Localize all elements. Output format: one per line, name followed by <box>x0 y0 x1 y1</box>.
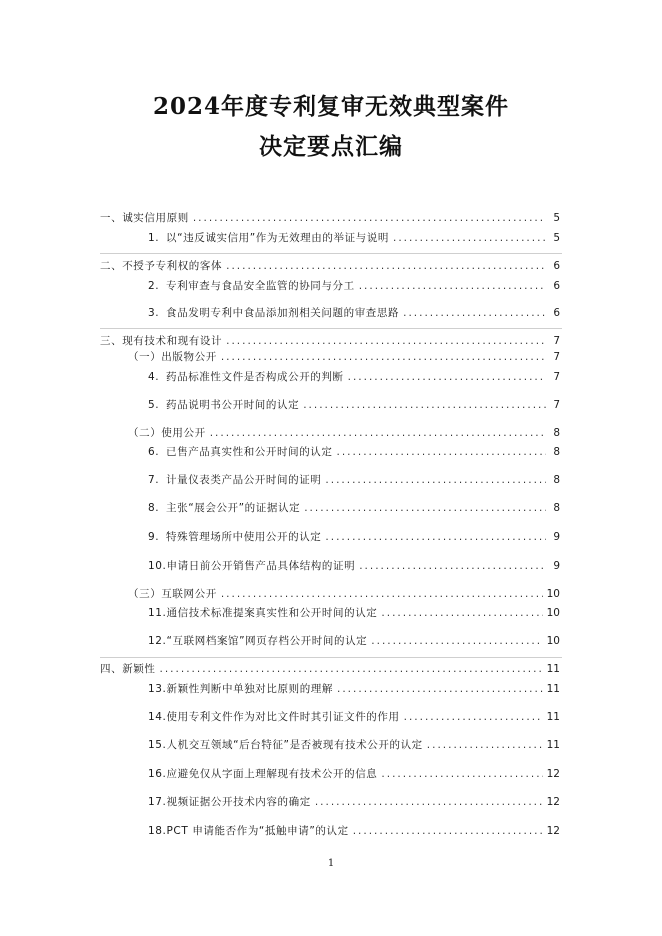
toc-page: 7 <box>553 335 560 347</box>
toc-label: 计量仪表类产品公开时间的证明 <box>166 474 322 486</box>
toc-subsection-1[interactable] <box>128 350 560 364</box>
toc-page: 12 <box>546 796 560 808</box>
toc-label: 以“违反诚实信用”作为无效理由的举证与说明 <box>166 232 389 244</box>
toc-label: 主张“展会公开”的证据认定 <box>166 502 301 514</box>
toc-label: （一）出版物公开 <box>128 351 217 363</box>
toc-entry-18[interactable] <box>148 824 560 838</box>
toc-subsection-2[interactable] <box>128 426 560 440</box>
toc-entry-number: 9. <box>148 531 160 543</box>
toc-entry-number: 4. <box>148 371 160 383</box>
page-number: 1 <box>327 858 335 869</box>
toc-label: （二）使用公开 <box>128 427 206 439</box>
toc-page: 6 <box>553 280 560 292</box>
toc-label: 食品发明专利中食品添加剂相关问题的审查思路 <box>166 307 400 319</box>
toc-label: 新颖性判断中单独对比原则的理解 <box>166 683 333 695</box>
toc-page: 11 <box>546 663 560 675</box>
toc-entry-7[interactable] <box>148 473 560 487</box>
toc-entry-16[interactable] <box>148 767 560 781</box>
toc-section-4[interactable] <box>100 662 560 676</box>
toc-entry-6[interactable] <box>148 445 560 459</box>
toc-leader <box>403 306 546 320</box>
toc-page: 8 <box>553 474 560 486</box>
toc-page: 5 <box>553 232 560 244</box>
toc-entry-number: 6. <box>148 446 160 458</box>
toc-label: 应避免仅从字面上理解现有技术公开的信息 <box>166 768 378 780</box>
toc-section-1[interactable] <box>100 211 560 225</box>
toc-entry-14[interactable] <box>148 710 560 724</box>
toc-page: 7 <box>553 399 560 411</box>
toc-leader <box>359 559 546 573</box>
toc-entry-9[interactable] <box>148 530 560 544</box>
toc-leader <box>303 398 546 412</box>
toc-leader <box>325 530 546 544</box>
toc-entry-1[interactable] <box>148 231 560 245</box>
toc-leader <box>315 795 543 809</box>
toc-entry-number: 8. <box>148 502 160 514</box>
toc-label: 专利审查与食品安全监管的协同与分工 <box>166 280 355 292</box>
toc-label: 药品标准性文件是否构成公开的判断 <box>166 371 344 383</box>
toc-label: 一、诚实信用原则 <box>100 212 189 224</box>
toc-leader <box>381 606 542 620</box>
toc-page: 10 <box>546 588 560 600</box>
toc-subsection-3[interactable] <box>128 587 560 601</box>
toc-leader <box>304 501 546 515</box>
toc-leader <box>210 426 546 440</box>
toc-leader <box>404 710 543 724</box>
toc-leader <box>325 473 546 487</box>
toc-section-2[interactable] <box>100 259 560 273</box>
toc-label: 三、现有技术和现有设计 <box>100 335 223 347</box>
toc-page: 6 <box>553 260 560 272</box>
toc-label: 申请日前公开销售产品具体结构的证明 <box>166 560 356 572</box>
toc-leader <box>371 634 542 648</box>
toc-label: 二、不授予专利权的客体 <box>100 260 223 272</box>
document-title-line-2: 决定要点汇编 <box>259 133 403 160</box>
toc-label: 特殊管理场所中使用公开的认定 <box>166 531 322 543</box>
toc-entry-number: 15. <box>148 739 167 751</box>
toc-leader <box>381 767 542 781</box>
toc-leader <box>353 824 543 838</box>
toc-entry-number: 11. <box>148 607 167 619</box>
toc-entry-number: 12. <box>148 635 167 647</box>
toc-leader <box>348 370 546 384</box>
toc-leader <box>193 211 546 225</box>
toc-page: 11 <box>546 739 560 751</box>
toc-entry-number: 3. <box>148 307 160 319</box>
toc-leader <box>427 738 543 752</box>
toc-leader <box>221 587 543 601</box>
section-divider <box>100 657 562 658</box>
toc-page: 9 <box>553 531 560 543</box>
toc-leader <box>337 445 547 459</box>
toc-entry-number: 14. <box>148 711 167 723</box>
toc-page: 7 <box>553 351 560 363</box>
toc-page: 5 <box>553 212 560 224</box>
toc-page: 6 <box>553 307 560 319</box>
toc-page: 11 <box>546 683 560 695</box>
toc-label: PCT 申请能否作为“抵触申请”的认定 <box>166 825 349 837</box>
toc-page: 8 <box>553 502 560 514</box>
toc-entry-12[interactable] <box>148 634 560 648</box>
toc-label: 使用专利文件作为对比文件时其引证文件的作用 <box>166 711 400 723</box>
toc-entry-number: 17. <box>148 796 167 808</box>
toc-page: 10 <box>546 635 560 647</box>
toc-entry-number: 7. <box>148 474 160 486</box>
toc-entry-3[interactable] <box>148 306 560 320</box>
toc-entry-number: 2. <box>148 280 160 292</box>
toc-label: “互联网档案馆”网页存档公开时间的认定 <box>166 635 368 647</box>
toc-entry-13[interactable] <box>148 682 560 696</box>
toc-label: 视频证据公开技术内容的确定 <box>166 796 311 808</box>
section-divider <box>100 253 562 254</box>
toc-entry-number: 1. <box>148 232 160 244</box>
toc-page: 12 <box>546 825 560 837</box>
toc-entry-10[interactable] <box>148 559 560 573</box>
toc-page: 8 <box>553 427 560 439</box>
toc-entry-number: 10. <box>148 560 167 572</box>
toc-entry-15[interactable] <box>148 738 560 752</box>
toc-label: 四、新颖性 <box>100 663 156 675</box>
toc-label: 药品说明书公开时间的认定 <box>166 399 300 411</box>
toc-entry-number: 13. <box>148 683 167 695</box>
toc-leader <box>226 259 546 273</box>
toc-leader <box>359 279 546 293</box>
toc-leader <box>226 334 546 348</box>
toc-entry-8[interactable] <box>148 501 560 515</box>
section-divider <box>100 328 562 329</box>
document-title-line-1: 2024年度专利复审无效典型案件 <box>152 93 509 120</box>
toc-entry-number: 5. <box>148 399 160 411</box>
toc-entry-4[interactable] <box>148 370 560 384</box>
toc-label: 通信技术标准提案真实性和公开时间的认定 <box>166 607 378 619</box>
toc-leader <box>337 682 543 696</box>
toc-entry-2[interactable] <box>148 279 560 293</box>
toc-page: 7 <box>553 371 560 383</box>
toc-entry-number: 18. <box>148 825 167 837</box>
toc-entry-number: 16. <box>148 768 167 780</box>
toc-leader <box>221 350 546 364</box>
toc-entry-5[interactable] <box>148 398 560 412</box>
toc-leader <box>160 662 543 676</box>
toc-label: （三）互联网公开 <box>128 588 217 600</box>
toc-page: 9 <box>553 560 560 572</box>
toc-page: 11 <box>546 711 560 723</box>
toc-section-3[interactable] <box>100 334 560 348</box>
toc-leader <box>393 231 546 245</box>
toc-page: 10 <box>546 607 560 619</box>
toc-label: 已售产品真实性和公开时间的认定 <box>166 446 333 458</box>
toc-page: 12 <box>546 768 560 780</box>
toc-label: 人机交互领域“后台特征”是否被现有技术公开的认定 <box>166 739 423 751</box>
toc-page: 8 <box>553 446 560 458</box>
toc-entry-17[interactable] <box>148 795 560 809</box>
toc-entry-11[interactable] <box>148 606 560 620</box>
